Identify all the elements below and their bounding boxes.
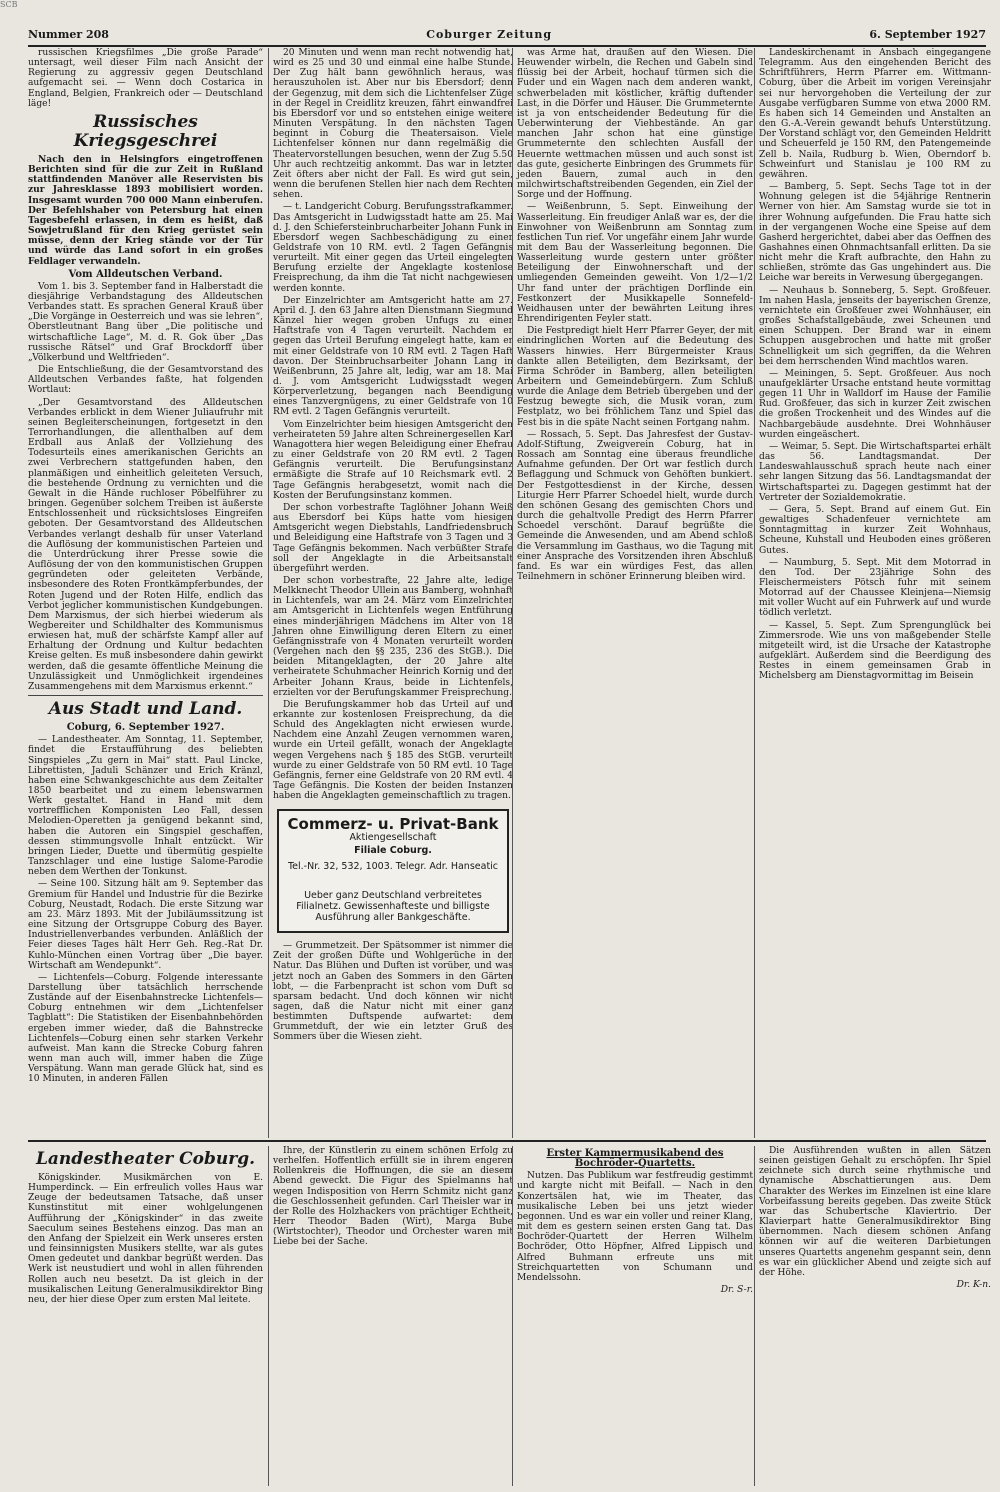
article-text: Königskinder. Musikmärchen von E. Humperdinck. — Ein erfreulich volles Haus war Zeuge der bedeutsamen Tatsache, daß unser Kunstinstitut mit einer wohlgelungenen Aufführung der „Königskinder“ in das zweite Saeculum seines Bestehens einzog. Das man an den Anfang der Spielzeit ein Werk unseres ersten und feinsinnigsten Musikers stellte, war als gutes Omen gedeutet und dankbar begrüßt werden. Das Werk ist neustudiert und wohl in allen führenden Rollen auch neu besetzt. Da ist gleich in der musikalischen Leitung Generalmusikdirektor Bing neu, der hier diese Oper zum ersten Mal leitete.	[28, 1173, 263, 1305]
article-text: — Bamberg, 5. Sept. Sechs Tage tot in der Wohnung gelegen ist die 54jährige Rentnerin Werner von hier. Am Samstag wurde sie tot in ihrer Wohnung aufgefunden. Die Frau hatte sich in der vergangenen Woche eine Speise auf dem Gasherd hergerichtet, dabei aber das Oeffnen des Gashahnes einen Ohnmachtsanfall erlitten. Da sie nicht mehr die Kraft aufbrachte, den Hahn zu schließen, strömte das Gas ungehindert aus. Die Leiche war bereits in Verwesung übergegangen.	[759, 182, 991, 284]
author-signature: Dr. K-n.	[956, 1280, 991, 1291]
article-text: — Seine 100. Sitzung hält am 9. September das Gremium für Handel und Industrie für die Bezirke Coburg, Neustadt, Rodach. Die erste Sitzung war am 23. März 1893. Mit der Jubiläumssitzung ist eine Sitzung der Ortsgruppe Coburg des Bayer. Industriellenverbandes verbunden. Anläßlich der Feier dieses Tages hält Herr Geh. Reg.-Rat Dr. Kuhlo-München einen Vortrag über „Die bayer. Wirtschaft am Wendepunkt“.	[28, 879, 263, 971]
ad-company-type: Aktiengesellschaft	[349, 831, 437, 843]
divider	[28, 695, 263, 696]
author-signature: Dr. S-r.	[720, 1285, 753, 1296]
article-text: — Gera, 5. Sept. Brand auf einem Gut. Ein gewaltiges Schadenfeuer vernichtete am Sonntagmittag in kurzer Zeit Wohnhaus, Scheune, Kuhstall und Heuboden eines größeren Gutes.	[759, 504, 991, 556]
headline-kriegsgeschrei: Russisches Kriegsgeschrei	[73, 111, 218, 151]
bottom-column-3	[512, 1146, 753, 1486]
upper-columns	[28, 48, 991, 1138]
headline-landestheater: Landestheater Coburg.	[35, 1149, 256, 1169]
article-text: Landeskirchenamt in Ansbach eingegangene Telegramm. Aus den eingehenden Bericht des Schriftführers, Herrn Pfarrer em. Wittmann-Coburg, über die Arbeit im vorigen Vereinsjahr sei nur hervorgehoben die Verteilung der zur Ausgabe verfügbaren Summe von etwa 2000 RM. Es haben sich 14 Gemeinden und Anstalten an den G.-A.-Verein gewandt behufs Unterstützung. Der Vorstand schlägt vor, den Gemeinden Heldritt und Scheuerfeld je 150 RM, den Patengemeinde Zell b. Naila, Rudburg b. Wien, Oberndorf b. Schweinfurt und Stanislau je 100 RM zu gewähren.	[759, 48, 991, 180]
article-text: — Neuhaus b. Sonneberg, 5. Sept. Großfeuer. Im nahen Hasla, jenseits der bayerischen Grenze, vernichtete ein Großfeuer zwei Wohnhäuser, ein großes Schafstallgebäude, zwei Scheunen und einen Schuppen. Der Brand war in einem Schuppen ausgebrochen und hatte mit großer Schnelligkeit um sich gegriffen, da die Wehren bei dem herrschenden Wind machtlos waren.	[759, 285, 991, 367]
article-text: Der Einzelrichter am Amtsgericht hatte am 27. April d. J. den 63 Jahre alten Dienstmann Siegmund Känzel hier wegen groben Unfugs zu einer Haftstrafe von 4 Tagen verurteilt. Nachdem er gegen das Urteil Berufung eingelegt hatte, kam er mit einer Geldstrafe von 10 RM evtl. 2 Tagen Haft davon. Der Steinbruchsarbeiter Johann Lang in Weißenbrunn, 25 Jahre alt, ledig, war am 18. Mai d. J. vom Amtsgericht Ludwigsstadt wegen Körperverletzung, begangen nach Beendigung eines Tanzvergnügens, zu einer Geldstrafe von 10 RM evtl. 2 Tagen Gefängnis verurteilt.	[273, 295, 513, 418]
article-text: — t. Landgericht Coburg. Berufungsstrafkammer. Das Amtsgericht in Ludwigsstadt hatte am 25. Mai d. J. den Schiefersteinbrucharbeiter Johann Funk in Ebersdorf wegen Sachbeschädigung zu einer Geldstrafe von 10 RM. evtl. 2 Tagen Gefängnis verurteilt. Mit einer gegen das Urteil eingelegten Berufung erzielte der Angeklagte kostenlose Freisprechung, da ihm die Tat nicht nachgewiesen werden konnte.	[273, 202, 513, 294]
article-text: — Rossach, 5. Sept. Das Jahresfest der Gustav-Adolf-Stiftung, Zweigverein Coburg, hat in Rossach am Sonntag eine überaus freundliche Aufnahme gefunden. Der Ort war festlich durch Beflaggung und Schmuck von Gehöften bunkiert. Der Festgottesdienst in der Kirche, dessen Liturgie Herr Pfarrer Schoedel hielt, wurde durch den schönen Gesang des gemischten Chors und durch die gehaltvolle Predigt des Herrn Pfarrer Schoedel verschönt. Darauf begrüßte die Gemeinde die Anwesenden, und am Abend schloß die Versammlung im Gasthaus, wo die Tagung mit einer Ansprache des Vorsitzenden ihren Abschluß fand. Es war ein würdiges Fest, das allen Teilnehmern in schöner Erinnerung bleiben wird.	[517, 429, 753, 582]
column-4	[754, 48, 991, 1138]
article-text: — Meiningen, 5. Sept. Großfeuer. Aus noch unaufgeklärter Ursache entstand heute vormittag gegen 11 Uhr in Walldorf im Hause der Familie Rud. Großfeuer, das sich in kurzer Zeit zwischen die großen Trockenheit und des Windes auf die Nachbargebäude ausdehnte. Drei Wohnhäuser wurden eingeäschert.	[759, 368, 991, 440]
issue-date: 6. September 1927	[869, 27, 986, 41]
ad-bank-name: Commerz- u. Privat-Bank	[287, 815, 499, 834]
article-text: was Arme hat, draußen auf den Wiesen. Die Heuwender wirbeln, die Rechen und Gabeln sind flüssig bei der Arbeit, hochauf türmen sich die Fuder und ein Wagen nach dem anderen wankt, schwerbeladen mit köstlicher, kräftig duftender Last, in die Dörfer und Häuser. Die Grummeternte ist ja von entscheidender Bedeutung für die Ueberwinterung der Viehbestände. An gar manchen Jahr schon hat eine günstige Grummeternte den schlechten Ausfall der Heuernte wettmachen müssen und auch sonst ist das gute, gesicherte Einbringen des Grummets für jeden Bauern, zumal auch in den milchwirtschaftstreibenden Gegenden, ein Ziel der Sorge und der Hoffnung.	[517, 48, 753, 201]
article-text: — Naumburg, 5. Sept. Mit dem Motorrad in den Tod. Der 23jährige Sohn des Fleischermeisters Pötsch fuhr mit seinem Motorrad auf der Chaussee Kleinjena—Niemsig mit voller Wucht auf ein Fuhrwerk auf und wurde tödlich verletzt.	[759, 557, 991, 619]
article-text: Die Festpredigt hielt Herr Pfarrer Geyer, der mit eindringlichen Worten auf die Bedeutung des Wassers hinwies. Herr Bürgermeister Kraus dankte allen Beteiligten, dem Bezirksamt, der Firma Schröder in Bamberg, allen beteiligten Arbeitern und Gemeindebürgern. Zum Schluß wurde die Anlage dem Betrieb übergeben und der Festzug bewegte sich, die Musik voran, zum Festplatz, wo bei fröhlichem Tanz und Spiel das Fest bis in die späte Nacht seinen Fortgang nahm.	[517, 326, 753, 428]
bottom-column-1	[28, 1146, 263, 1486]
article-text: Die Entschließung, die der Gesamtvorstand des Alldeutschen Verbandes faßte, hat folgenden Wortlaut:	[28, 365, 263, 396]
article-text: — Weimar, 5. Sept. Die Wirtschaftspartei erhält das 56. Landtagsmandat. Der Landeswahlausschuß sprach heute nach einer sehr langen Sitzung das 56. Landtagsmandat der Wirtschaftspartei zu. Dagegen gestimmt hat der Vertreter der Sozialdemokratie.	[759, 441, 991, 503]
article-text: Vom 1. bis 3. September fand in Halberstadt die diesjährige Verbandstagung des Alldeutschen Verbandes statt. Es sprachen General Krauß über „Die Vorgänge in Oesterreich und was sie lehren“, Oberstleutnant Bang über „Die politische und wirtschaftliche Lage“, M. d. R. Gok über „Das russische Rätsel“ und Graf Brockdorff über „Völkerbund und Weltfrieden“.	[28, 281, 263, 363]
article-text: — Kassel, 5. Sept. Zum Sprengunglück bei Zimmersrode. Wie uns von maßgebender Stelle mitgeteilt wird, ist die Ursache der Katastrophe aufgeklärt. Außerdem sind die Beerdigung des Restes in einem gemeinsamen Grab in Michelsberg am Dienstagvormittag im Beisein	[759, 620, 991, 682]
article-text: Die Berufungskammer hob das Urteil auf und erkannte zur kostenlosen Freisprechung, da die Schuld des Angeklagten nicht erwiesen wurde. Nachdem eine Anzahl Zeugen vernommen waren, wurde ein Urteil gefällt, wonach der Angeklagte wegen Vergehens nach § 185 des StGB. verurteilt wurde zu einer Geldstrafe von 50 RM evtl. 10 Tage Gefängnis, ferner eine Geldstrafe von 20 RM evtl. 4 Tage Gefängnis. Die Kosten der beiden Instanzen haben die Angeklagten gemeinschaftlich zu tragen.	[273, 699, 513, 802]
article-text: Nutzen. Das Publikum war festfreudig gestimmt und kargte nicht mit Beifall. — Nach in den Konzertsälen hat, wie im Theater, das musikalische Leben bei uns jetzt wieder begonnen. Und es war ein voller und reiner Klang, mit dem es gestern seinen ersten Gang tat. Das Bochröder-Quartett der Herren Wilhelm Bochröder, Otto Höpfner, Alfred Lippisch und Alfred Buhmann erfreute uns mit Streichquartetten von Schumann und Mendelssohn.	[517, 1171, 753, 1283]
article-text: Der schon vorbestrafte, 22 Jahre alte, ledige Melkknecht Theodor Ullein aus Bamberg, wohnhaft in Lichtenfels, war am 24. März vom Einzelrichter am Amtsgericht in Lichtenfels wegen Entführung eines minderjährigen Mädchens im Alter von 18 Jahren ohne Einwilligung deren Eltern zu einer Gefängnisstrafe von 4 Monaten verurteilt worden (Vergehen nach den §§ 235, 236 des StGB.). Die beiden Mitangeklagten, der 20 Jahre alte verheiratete Schuhmacher Heinrich Kornig und der Arbeiter Johann Kraus, beide in Lichtenfels, erzielten vor der Berufungskammer Freisprechung.	[273, 575, 513, 698]
article-text: 20 Minuten und wenn man recht notwendig hat, wird es 25 und 30 und einmal eine halbe Stunde. Der Zug hält bann gewöhnlich heraus, was herauszuholen ist. Aber nur bis Ebersdorf; denn der Gegenzug, mit dem sich die Lichtenfelser Züge in der Regel in Creidlitz kreuzen, fährt einwandfrei bis Ebersdorf vor und so entstehen einige weitere Minuten Verspätung. In den nächsten Tagen beginnt in Coburg die Theatersaison. Viele Lichtenfelser können nur dann regelmäßig die Theatervorstellungen besuchen, wenn der Zug 5.50 Uhr auch rechtzeitig ankommt. Das war in letzter Zeit öfters aber nicht der Fall. Es wird gut sein, wenn die berufenen Stellen hier nach dem Rechten sehen.	[273, 48, 513, 201]
bottom-column-2	[268, 1146, 513, 1486]
article-text: Die Ausführenden wußten in allen Sätzen seinen geistigen Gehalt zu erschöpfen. Ihr Spiel zeichnete sich durch seine rhythmische und dynamische Abschattierungen aus. Dem Charakter des Werkes im Einzelnen ist eine klare Vorbeifassung bereits gegeben. Das zweite Stück war das Schubertsche Klaviertrio. Der Klavierpart hatte Generalmusikdirektor Bing übernommen. Nach diesem schönen Anfang können wir auf die weiteren Darbietungen unseres Quartetts angenehm gespannt sein, denn es war ein glücklicher Abend und zeigte sich auf der Höhe.	[759, 1146, 991, 1278]
feuilleton-section	[28, 1146, 991, 1486]
article-text: Nach den in Helsingfors eingetroffenen Berichten sind für die zur Zeit in Rußland stattfindenden Manöver alle Reservisten bis zur Jahresklasse 1893 mobilisiert worden. Insgesamt wurden 700 000 Mann einberufen. Der Befehlshaber von Petersburg hat einen Tagesbefehl erlassen, in dem es heißt, daß Sowjetrußland für den Krieg gerüstet sein müsse, denn der Krieg stände vor der Tür und würde das Land sofort in ein großes Feldlager verwandeln.	[28, 153, 263, 267]
article-text: — Weißenbrunn, 5. Sept. Einweihung der Wasserleitung. Ein freudiger Anlaß war es, der die Einwohner von Weißenbrunn am Sonntag zum festlichen Tun rief. Vor ungefähr einem Jahr wurde mit dem Bau der Wasserleitung begonnen. Die Wasserleitung wurde gestern unter größter Beteiligung der Einwohnerschaft und der umliegenden Gemeinden geweiht. Von 1/2—1/2 Uhr fand unter der prächtigen Dorflinde ein Festkonzert der Musikkapelle Sonnefeld-Weidhausen unter der bewährten Leitung ihres Ehrendirigenten Feyler statt.	[517, 202, 753, 325]
headline-kammermusikabend: Erster Kammermusikabend des Bochröder-Quartetts.	[546, 1148, 724, 1170]
section-divider	[28, 1140, 986, 1142]
article-text: Vom Einzelrichter beim hiesigen Amtsgericht den verheirateten 59 Jahre alten Schreinergesellen Karl Wanagottera hier wegen Beleidigung einer Ehefrau zu einer Geldstrafe von 20 RM evtl. 2 Tagen Gefängnis verurteilt. Die Berufungsinstanz ermäßigte die Strafe auf 10 Reichsmark evtl. 2 Tage Gefängnis herabgesetzt, womit nach die Kosten der Berufungsinstanz kommen.	[273, 419, 513, 501]
article-text: — Landestheater. Am Sonntag, 11. September, findet die Erstaufführung des beliebten Singspieles „Zu gern in Mai“ statt. Paul Lincke, Librettisten, Jaduli Schänzer und Erich Kränzl, haben eine Schwankgeschichte aus dem Zeitalter 1850 bearbeitet und zu einem lebenswarmen Werk gestaltet. Hand in Hand mit dem vortrefflichen Komponisten Leo Fall, dessen Melodien-Operetten ja genügend bekannt sind, haben die Autoren ein Singspiel geschaffen, dessen stimmungsvolle Inhalt entzückt. Wir bringen Lieder, Duette und übermütig gespielte Tanzschlager und eine lustige Salome-Parodie neben dem Werthen der Tonkunst.	[28, 735, 263, 878]
issue-number: Nummer 208	[28, 27, 109, 41]
article-text: „Der Gesamtvorstand des Alldeutschen Verbandes erblickt in dem Wiener Juliaufruhr mit seinen Begleiterscheinungen, fortgesetzt in den Terrorhandlungen, die allenthalben auf dem Erdball aus Anlaß der Vollziehung des Todesurteils eines amerikanischen Gerichts an zwei Verbrechern stattgefunden haben, den planmäßigen und einheitlich geleiteten Versuch, die bestehende Ordnung zu vernichten und die Gewalt in die Hände ruchloser Pöbelführer zu bringen. Gegenüber solchem Treiben ist äußerste Entschlossenheit und rücksichtsloses Eingreifen geboten. Der Gesamtvorstand des Alldeutschen Verbandes verlangt deshalb für unser Vaterland die Auflösung der kommunistischen Parteien und die Unterdrückung ihrer Presse sowie die Auflösung der von den kommunistischen Gruppen gegründeten oder geleiteten Verbände, insbesondere des Roten Frontkämpferbundes, der Roten Jugend und der Roten Hilfe, endlich das Verbot jeglicher kommunistischen Kundgebungen. Dem Marxismus, der sich hierbei wiederum als Wegbereiter und Schildhalter des Kommunismus erwiesen hat, muß der schärfste Kampf aller auf Erhaltung der Ordnung und Kultur bedachten Kreise gelten. Es muß insbesondere dahin gewirkt werden, daß die gesamte öffentliche Meinung die Unzulässigkeit und Unmöglichkeit irgendeines Zusammengehens mit dem Marxismus erkennt.“	[28, 397, 263, 692]
dateline: Coburg, 6. September 1927.	[66, 722, 225, 734]
article-text: — Lichtenfels—Coburg. Folgende interessante Darstellung über tatsächlich herrschende Zustände auf der Eisenbahnstrecke Lichtenfels—Coburg entnehmen wir dem „Lichtenfelser Tagblatt“: Die Statistiken der Eisenbahnbehörden ergeben immer wieder, daß die Bahnstrecke Lichtenfels—Coburg einen sehr starken Verkehr aufweist. Man kann die Strecke Coburg fahren wenn man auch will, immer haben die Züge Verspätung. Wann man gerade Glück hat, sind es 10 Minuten, in anderen Fällen	[28, 972, 263, 1085]
masthead	[28, 26, 986, 47]
newspaper-title: Coburger Zeitung	[426, 27, 553, 41]
article-text: Ihre, der Künstlerin zu einem schönen Erfolg zu verhelfen. Hoffentlich erfüllt sie in ihrem engeren Rollenkreis die Hoffnungen, die sie an diesem Abend geweckt. Die Figur des Spielmanns hat wegen Indisposition von Herrn Schmitz nicht ganz die Geschlossenheit gefunden. Carl Theisler war in der Rolle des Holzhackers von prächtiger Echtheit, Herr Theodor Baden (Wirt), Marga Bube (Wirtstochter), Theodor und Orchester waren mit Liebe bei der Sache.	[273, 1146, 513, 1248]
ad-telephone: Tel.-Nr. 32, 532, 1003. Telegr. Adr. Hanseatic	[287, 860, 499, 872]
article-text: Der schon vorbestrafte Taglöhner Johann Weiß aus Ebersdorf bei Küps hatte vom hiesigen Amtsgericht wegen Diebstahls, Landfriedensbruch und Beleidigung eine Haftstrafe von 3 Tagen und 3 Tage Gefängnis bekommen. Nach verbüßter Strafe soll der Angeklagte in die Arbeitsanstalt übergeführt werden.	[273, 502, 513, 574]
ad-branch: Filiale Coburg.	[354, 844, 432, 856]
ad-blurb: Ueber ganz Deutschland verbreitetes Filialnetz. Gewissenhafteste und billigste Ausführung aller Bankgeschäfte.	[296, 890, 490, 924]
column-1	[28, 48, 263, 1138]
column-3	[512, 48, 753, 1138]
edge-mark: SCB	[0, 0, 18, 9]
headline-stadt-und-land: Aus Stadt und Land.	[48, 699, 243, 720]
article-text: — Grummetzeit. Der Spätsommer ist nimmer die Zeit der großen Düfte und Wohlgerüche in der Natur. Das Blühen und Duften ist vorüber, und was jetzt noch an Gaben des Sommers in den Gärten lobt, — die Farbenpracht ist schon vom Duft so sparsam bedacht. Und doch können wir nicht sagen, daß die Natur nicht mit einer ganz bestimmten Duftspende aufwartet: dem Grummetduft, der wie ein letzter Gruß des Sommers über die Wiesen zieht.	[273, 941, 513, 1043]
headline-alldeutscher-verband: Vom Alldeutschen Verband.	[68, 268, 223, 280]
article-text: russischen Kriegsfilmes „Die große Parade“ untersagt, weil dieser Film nach Ansicht der Regierung zu aggressiv gegen Deutschland aufgemacht sei. — Wenn doch Costarica in England, Belgien, Frankreich oder — Deutschland läge!	[28, 48, 263, 109]
bottom-column-4	[754, 1146, 991, 1486]
column-2	[268, 48, 513, 1138]
bank-advertisement	[277, 809, 509, 933]
